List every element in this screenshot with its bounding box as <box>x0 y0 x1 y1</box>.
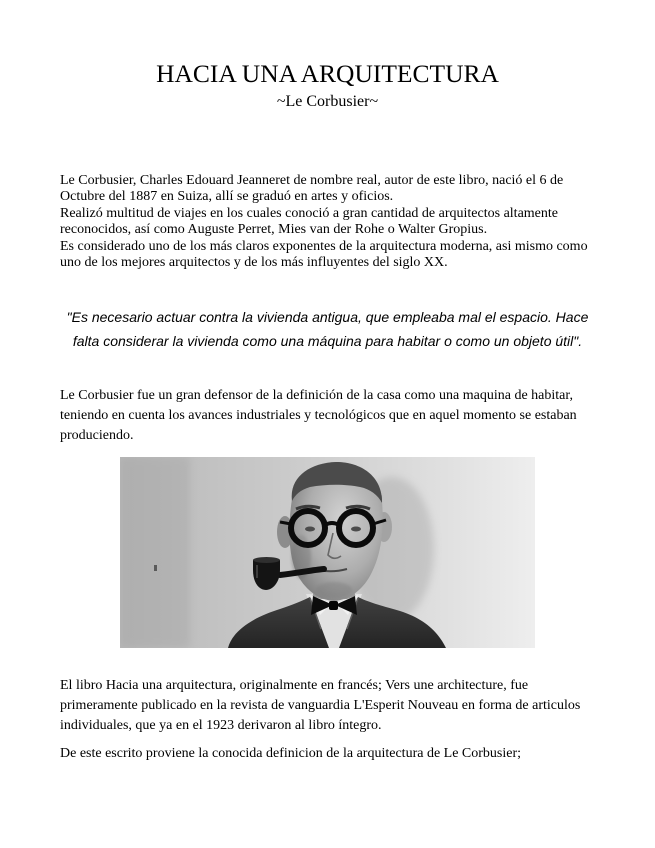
intro-paragraph <box>60 173 588 271</box>
text-line: Es considerado uno de los más claros exponentes de la arquitectura moderna, asi mismo como <box>60 238 588 254</box>
glasses-right-lens-icon <box>339 511 373 545</box>
body-paragraph <box>60 386 577 446</box>
text-line: Realizó multitud de viajes en los cuales conoció a gran cantidad de arquitectos altamente <box>60 205 558 221</box>
glasses-temple-left <box>280 522 291 524</box>
text-line: produciendo. <box>60 428 134 444</box>
text-line: De este escrito proviene la conocida definicion de la arquitectura de Le Corbusier; <box>60 746 522 762</box>
wall-shadow <box>120 457 190 648</box>
text-line: Le Corbusier fue un gran defensor de la definición de la casa como una maquina de habitar, <box>60 388 573 404</box>
document-title: HACIA UNA ARQUITECTURA <box>156 59 499 88</box>
text-line: primeramente publicado en la revista de vanguardia L'Esperit Nouveau en forma de articulos <box>60 698 581 714</box>
text-line: uno de los mejores arquitectos y de los más influyentes del siglo XX. <box>60 255 448 271</box>
text-line: Le Corbusier, Charles Edouard Jeanneret de nombre real, autor de este libro, nació el 6 de <box>60 173 564 188</box>
pipe-rim <box>253 557 280 563</box>
glasses-bridge <box>325 523 339 525</box>
quote-line: "Es necesario actuar contra la vivienda antigua, que empleaba mal el espacio. Hace <box>66 308 589 325</box>
portrait-photo <box>120 457 535 648</box>
text-line: individuales, que ya en el 1923 derivaron al libro íntegro. <box>60 718 382 734</box>
pull-quote <box>0 305 655 353</box>
closing-paragraph <box>60 744 521 764</box>
quote-line: falta considerar la vivienda como una máquina para habitar o como un objeto útil". <box>72 332 583 349</box>
chin-shadow <box>316 582 352 598</box>
glasses-left-lens-icon <box>291 511 325 545</box>
text-line: Octubre del 1887 en Suiza, allí se graduó en artes y oficios. <box>60 189 394 205</box>
book-paragraph <box>60 676 580 736</box>
text-line: El libro Hacia una arquitectura, originalmente en francés; Vers une architecture, fue <box>60 678 529 694</box>
wall-mark <box>154 565 157 571</box>
bow-tie-knot <box>329 601 338 610</box>
text-line: teniendo en cuenta los avances industriales y tecnológicos que en aquel momento se estaban <box>60 408 577 424</box>
document-author: ~Le Corbusier~ <box>276 93 379 110</box>
text-line: reconocidos, así como Auguste Perret, Mies van der Rohe o Walter Gropius. <box>60 222 488 238</box>
